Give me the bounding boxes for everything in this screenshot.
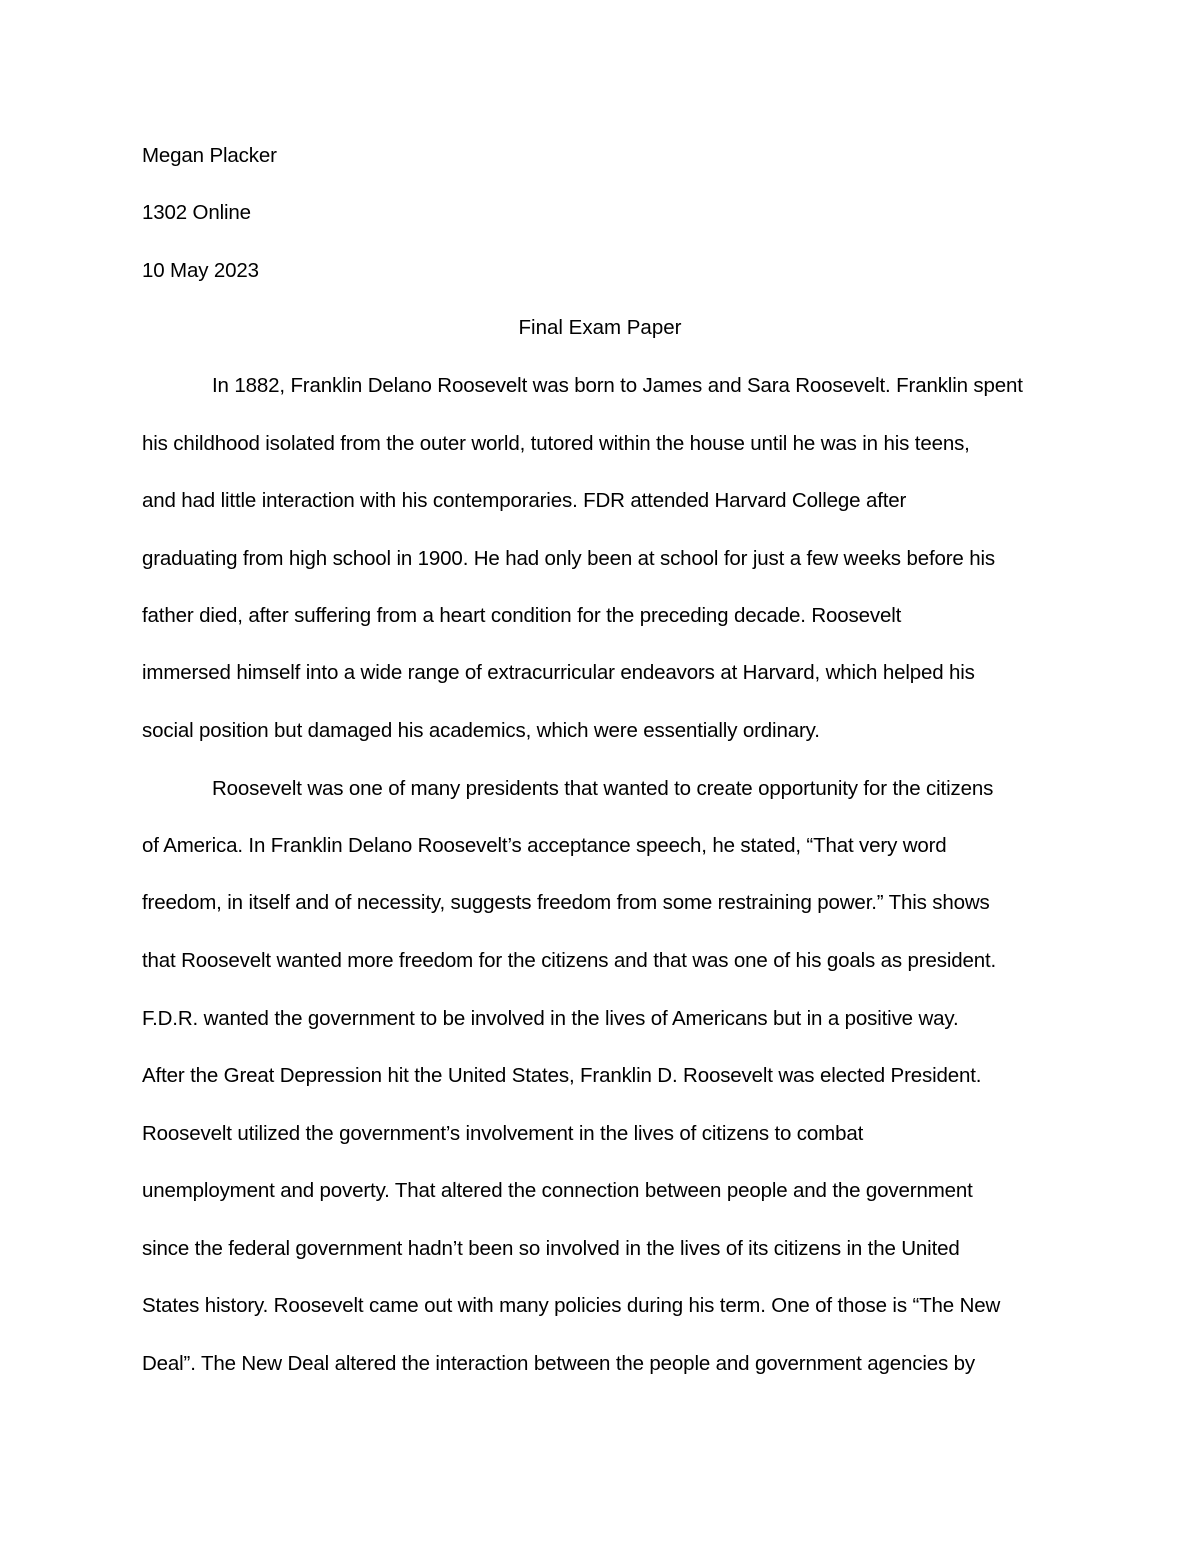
paragraph-2-line-9: since the federal government hadn’t been so involved in the lives of its citizens in the United (142, 1237, 960, 1260)
paragraph-2-line-4: that Roosevelt wanted more freedom for the citizens and that was one of his goals as president. (142, 949, 997, 972)
paragraph-2-line-11: Deal”. The New Deal altered the interaction between the people and government agencies by (142, 1352, 975, 1375)
paragraph-1-line-7: social position but damaged his academics, which were essentially ordinary. (142, 719, 820, 742)
paragraph-1-line-3: and had little interaction with his contemporaries. FDR attended Harvard College after (142, 489, 907, 512)
paragraph-2-line-2: of America. In Franklin Delano Roosevelt’s acceptance speech, he stated, “That very word (142, 834, 947, 857)
paragraph-2-line-10: States history. Roosevelt came out with many policies during his term. One of those is “The New (142, 1294, 1001, 1317)
author-name: Megan Placker (142, 144, 277, 167)
paragraph-2-line-6: After the Great Depression hit the United States, Franklin D. Roosevelt was elected President. (142, 1064, 982, 1087)
course-name: 1302 Online (142, 201, 251, 224)
paragraph-2-line-7: Roosevelt utilized the government’s involvement in the lives of citizens to combat (142, 1122, 864, 1145)
paragraph-1-line-6: immersed himself into a wide range of extracurricular endeavors at Harvard, which helped his (142, 661, 975, 684)
paragraph-2-line-1: Roosevelt was one of many presidents that wanted to create opportunity for the citizens (212, 777, 994, 800)
paper-date: 10 May 2023 (142, 259, 259, 282)
paragraph-2-line-3: freedom, in itself and of necessity, suggests freedom from some restraining power.” This shows (142, 891, 990, 914)
paragraph-1-line-5: father died, after suffering from a heart condition for the preceding decade. Roosevelt (142, 604, 902, 627)
paragraph-1-line-1: In 1882, Franklin Delano Roosevelt was born to James and Sara Roosevelt. Franklin spent (212, 374, 1023, 397)
paper-title: Final Exam Paper (518, 316, 682, 339)
paragraph-2-line-8: unemployment and poverty. That altered the connection between people and the government (142, 1179, 973, 1202)
paragraph-1-line-2: his childhood isolated from the outer world, tutored within the house until he was in his teens, (142, 432, 970, 455)
paragraph-1-line-4: graduating from high school in 1900. He had only been at school for just a few weeks before his (142, 547, 995, 570)
paragraph-2-line-5: F.D.R. wanted the government to be involved in the lives of Americans but in a positive way. (142, 1007, 959, 1030)
